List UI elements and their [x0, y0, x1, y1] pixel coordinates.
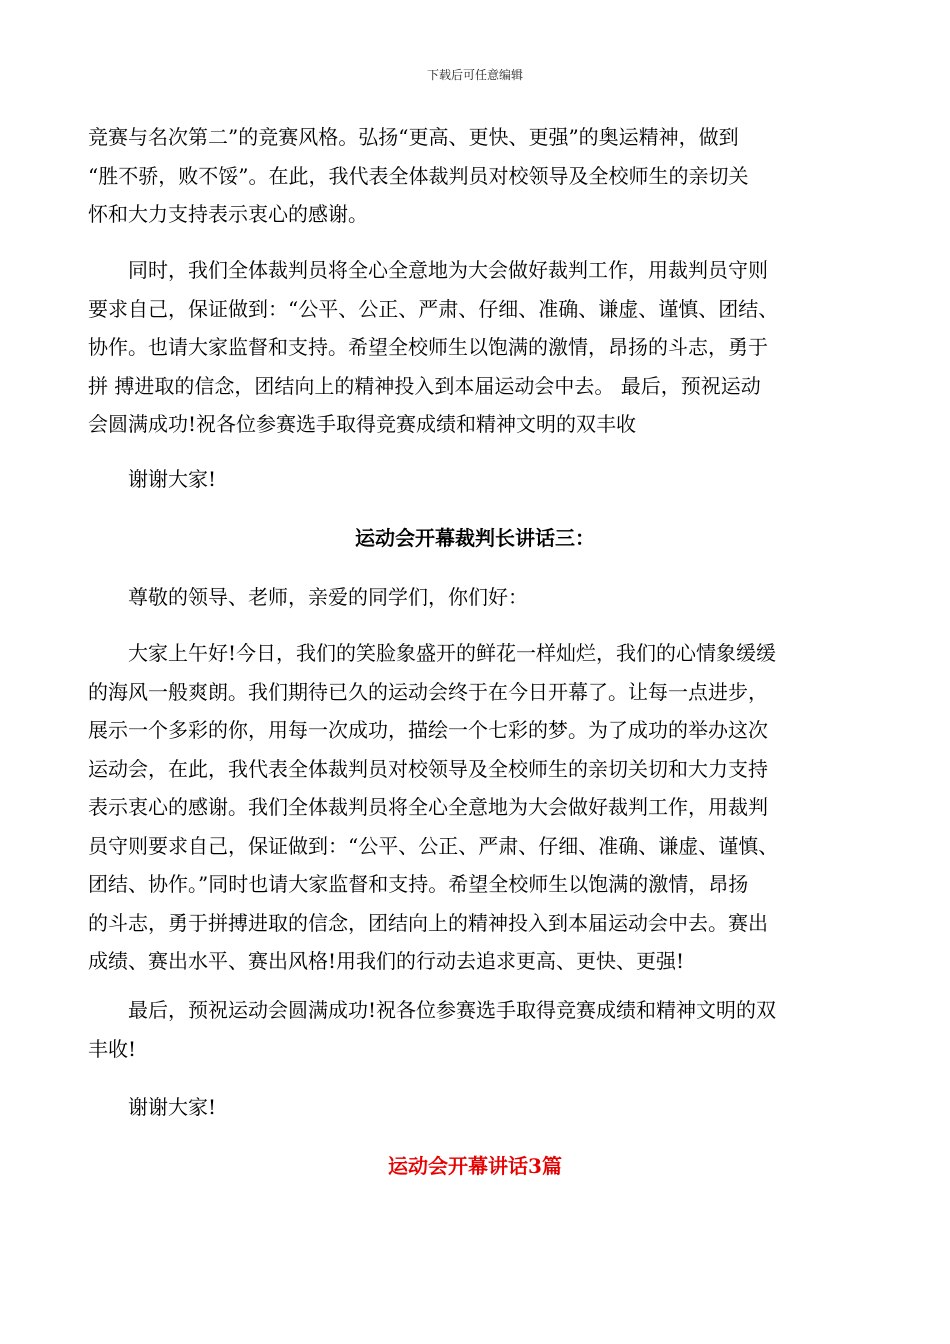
paragraph-3 — [88, 460, 860, 499]
text-line: 展示一个多彩的你，用每一次成功，描绘一个七彩的梦。为了成功的举办这次 — [88, 718, 768, 742]
text-line: 协作。也请大家监督和支持。希望全校师生以饱满的激情，昂扬的斗志，勇于 — [88, 335, 768, 359]
text-line: 的海风一般爽朗。我们期待已久的运动会终于在今日开幕了。让每一点进步， — [88, 679, 768, 704]
text-line: 表示衷心的感谢。我们全体裁判员将全心全意地为大会做好裁判工作，用裁判 — [88, 795, 768, 819]
text-line: 怀和大力支持表示衷心的感谢。 — [88, 202, 368, 226]
footer-title: 运动会开幕讲话3篇 — [388, 1154, 562, 1178]
section-title: 运动会开幕裁判长讲话三： — [355, 526, 595, 550]
text-line: 竞赛与名次第二”的竞赛风格。弘扬“更高、更快、更强”的奥运精神，做到 — [88, 125, 739, 149]
paragraph-6 — [88, 991, 860, 1068]
text-line: 尊敬的领导、老师，亲爱的同学们，你们好： — [88, 585, 528, 609]
text-line: 同时，我们全体裁判员将全心全意地为大会做好裁判工作，用裁判员守则 — [88, 258, 768, 282]
paragraph-2 — [88, 251, 860, 444]
text-line: 丰收! — [88, 1036, 137, 1061]
text-line: 员守则要求自己，保证做到：“公平、公正、严肃、仔细、准确、谦虚、谨慎、 — [88, 833, 779, 858]
text-line: 谢谢大家! — [88, 1095, 217, 1119]
text-line: 团结、协作。”同时也请大家监督和支持。希望全校师生以饱满的激情，昂扬 — [88, 872, 749, 896]
text-line: 运动会，在此，我代表全体裁判员对校领导及全校师生的亲切关切和大力支持 — [88, 756, 768, 781]
paragraph-7 — [88, 1088, 860, 1127]
paragraph-5 — [88, 634, 860, 981]
text-line: 成绩、赛出水平、赛出风格!用我们的行动去追求更高、更快、更强! — [88, 949, 685, 973]
text-line: “胜不骄，败不馁”。在此，我代表全体裁判员对校领导及全校师生的亲切关 — [88, 163, 749, 188]
text-line: 拼 搏进取的信念，团结向上的精神投入到本届运动会中去。 最后，预祝运动 — [88, 373, 761, 398]
text-line: 最后，预祝运动会圆满成功!祝各位参赛选手取得竞赛成绩和精神文明的双 — [88, 998, 777, 1022]
text-line: 的斗志，勇于拼搏进取的信念，团结向上的精神投入到本届运动会中去。赛出 — [88, 910, 768, 935]
text-line: 谢谢大家! — [88, 467, 217, 491]
page-header: 下载后可任意编辑 — [426, 68, 523, 82]
paragraph-1 — [88, 118, 860, 234]
paragraph-4 — [88, 578, 860, 617]
text-line: 大家上午好!今日，我们的笑脸象盛开的鲜花一样灿烂，我们的心情象缓缓 — [88, 641, 777, 665]
text-line: 要求自己，保证做到：“公平、公正、严肃、仔细、准确、谦虚、谨慎、团结、 — [88, 296, 779, 321]
text-line: 会圆满成功!祝各位参赛选手取得竞赛成绩和精神文明的双丰收 — [88, 412, 637, 436]
